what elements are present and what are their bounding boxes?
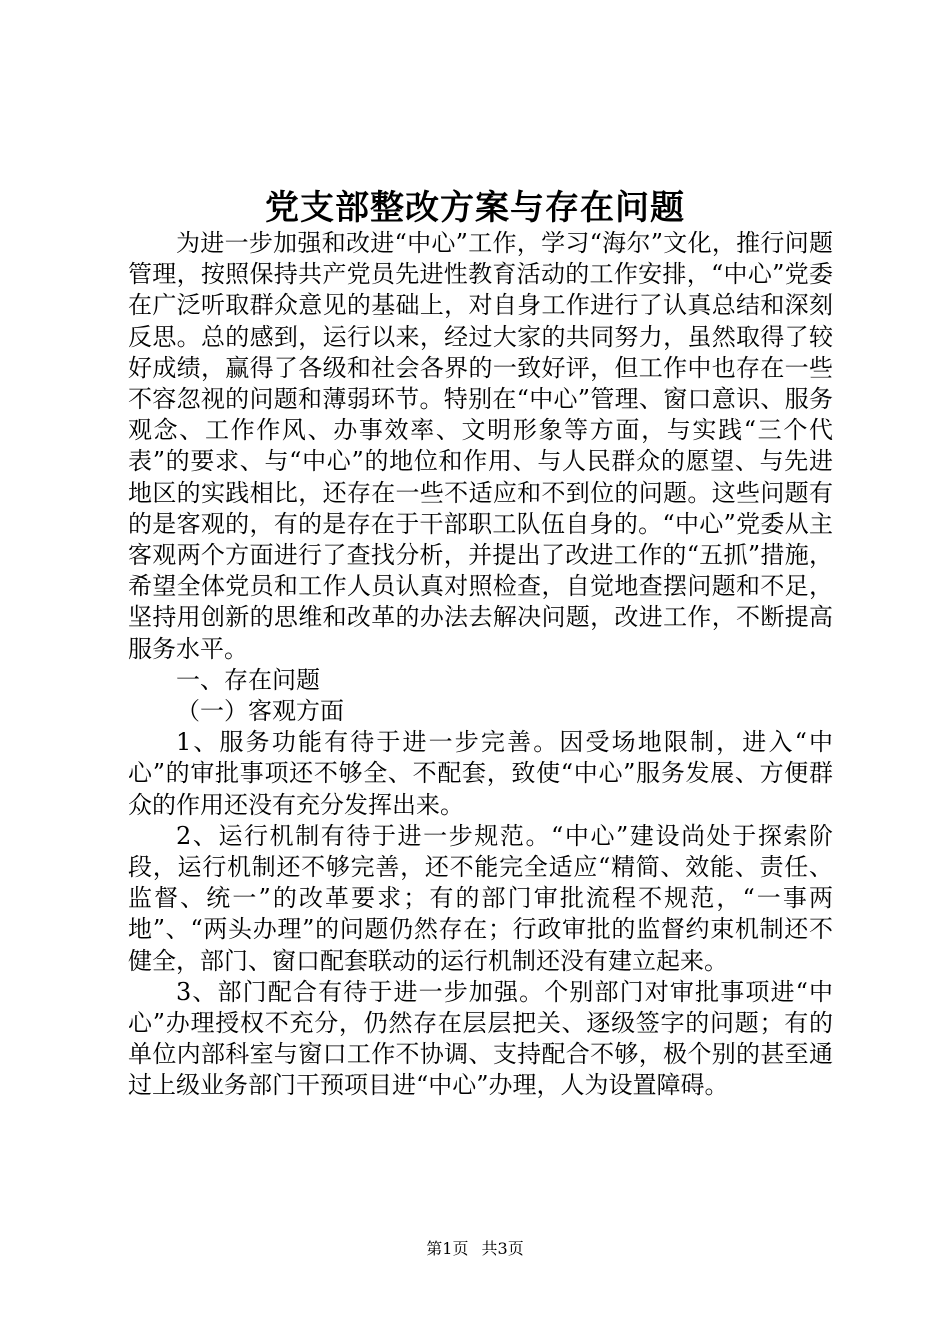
document-title: 党支部整改方案与存在问题 [265,188,685,228]
intro-paragraph: 为进一步加强和改进“中心”工作，学习“海尔”文化，推行问题管理，按照保持共产党员先进性教育活动的工作安排，“中心”党委在广泛听取群众意见的基础上，对自身工作进行了认真总结和深刻反思。总的感到，运行以来，经过大家的共同努力，虽然取得了较好成绩，赢得了各级和社会各界的一致好评，但工作中也存在一些不容忽视的问题和薄弱环节。特别在“中心”管理、窗口意识、服务观念、工作作风、办事效率、文明形象等方面，与实践“三个代表”的要求、与“中心”的地位和作用、与人民群众的愿望、与先进地区的实践相比，还存在一些不适应和不到位的问题。这些问题有的是客观的，有的是存在于干部职工队伍自身的。“中心”党委从主客观两个方面进行了查找分析，并提出了改进工作的“五抓”措施，希望全体党员和工作人员认真对照检查，自觉地查摆问题和不足，坚持用创新的思维和改革的办法去解决问题，改进工作，不断提高服务水平。 [128,229,833,663]
subsection-heading: （一）客观方面 [176,697,344,726]
page-number: 第1页 [426,1239,469,1258]
section-heading: 一、存在问题 [176,665,320,694]
document-body [128,228,833,1102]
list-item: 3、部门配合有待于进一步加强。个别部门对审批事项进“中心”办理授权不充分，仍然存在层层把关、逐级签字的问题；有的单位内部科室与窗口工作不协调、支持配合不够，极个别的甚至通过上级业务部门干预项目进“中心”办理，人为设置障碍。 [128,977,833,1100]
list-item: 1、服务功能有待于进一步完善。因受场地限制，进入“中心”的审批事项还不够全、不配套，致使“中心”服务发展、方便群众的作用还没有充分发挥出来。 [128,728,833,819]
list-item: 2、运行机制有待于进一步规范。“中心”建设尚处于探索阶段，运行机制还不够完善，还不能完全适应“精简、效能、责任、监督、统一”的改革要求；有的部门审批流程不规范，“一事两地”、“两头办理”的问题仍然存在；行政审批的监督约束机制还不健全，部门、窗口配套联动的运行机制还没有建立起来。 [128,821,833,975]
page-footer [0,1237,950,1261]
page-total: 共3页 [481,1239,524,1258]
